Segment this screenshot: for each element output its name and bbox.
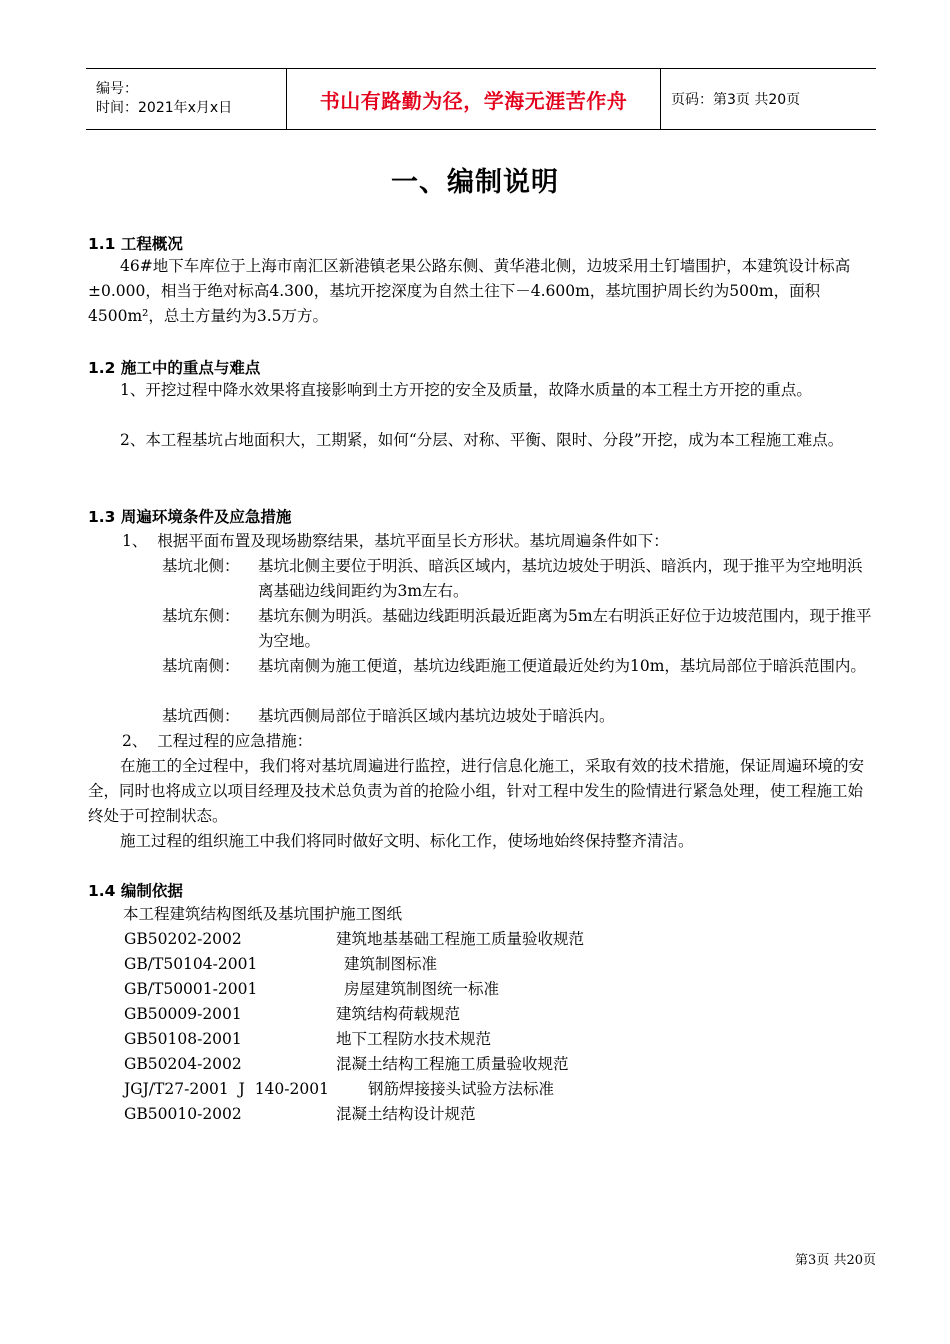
header-meta — [86, 69, 287, 129]
basis-intro: 本工程建筑结构图纸及基坑围护施工图纸 — [123, 905, 403, 923]
header-time: 时间：2021年x月x日 — [96, 100, 233, 116]
west-text: 基坑西侧局部位于暗浜区域内基坑边坡处于暗浜内。 — [258, 707, 615, 725]
header-page: 页码：第3页 共20页 — [671, 92, 801, 108]
section-1-3-item-2: 2、 工程过程的应急措施： — [122, 732, 313, 750]
south-text: 基坑南侧为施工便道，基坑边线距施工便道最近处约为10m，基坑局部位于暗浜范围内。 — [258, 657, 866, 675]
section-1-2-point-1: 1、开挖过程中降水效果将直接影响到土方开挖的安全及质量，故降水质量的本工程土方开挖的重点。 — [120, 381, 812, 399]
reference-name: 建筑制图标准 — [344, 955, 438, 973]
section-heading-1-2: 1.2 施工中的重点与难点 — [88, 359, 261, 377]
east-label: 基坑东侧： — [162, 607, 240, 625]
section-1-2-point-2: 2、本工程基坑占地面积大，工期紧，如何“分层、对称、平衡、限时、分段”开挖，成为本工程施工难点。 — [120, 431, 844, 449]
reference-name: 建筑地基基础工程施工质量验收规范 — [336, 930, 585, 948]
north-text: 基坑北侧主要位于明浜、暗浜区域内，基坑边坡处于明浜、暗浜内，现于推平为空地明浜离基础边线间距约为3m左右。 — [258, 557, 863, 600]
reference-code: GB/T50001-2001 — [124, 980, 258, 998]
reference-name: 地下工程防水技术规范 — [336, 1030, 492, 1048]
reference-code: GB50010-2002 — [124, 1105, 242, 1123]
reference-code: GB50108-2001 — [124, 1030, 242, 1048]
reference-name: 房屋建筑制图统一标准 — [344, 980, 500, 998]
header-motto: 书山有路勤为径，学海无涯苦作舟 — [319, 88, 628, 113]
reference-name: 建筑结构荷载规范 — [336, 1005, 461, 1023]
header-number: 编号： — [96, 81, 138, 97]
section-heading-1-4: 1.4 编制依据 — [88, 882, 183, 900]
west-label: 基坑西侧： — [162, 707, 240, 725]
north-label: 基坑北侧： — [162, 557, 240, 575]
east-text: 基坑东侧为明浜。基础边线距明浜最近距离为5m左右明浜正好位于边坡范围内，现于推平为空地。 — [258, 607, 872, 650]
header-motto-cell — [287, 69, 661, 129]
reference-name: 混凝土结构设计规范 — [336, 1105, 476, 1123]
section-heading-1-3: 1.3 周遍环境条件及应急措施 — [88, 508, 292, 526]
civil-paragraph: 施工过程的组织施工中我们将同时做好文明、标化工作，使场地始终保持整齐清洁。 — [120, 832, 694, 850]
emergency-paragraph: 在施工的全过程中，我们将对基坑周遍进行监控，进行信息化施工，采取有效的技术措施，保证周遍环境的安全，同时也将成立以项目经理及技术总负责为首的抢险小组，针对工程中发生的险情进行紧急处理，使工程施工始终处于可控制状态。 — [88, 757, 865, 825]
reference-code: GB/T50104-2001 — [124, 955, 258, 973]
reference-code: GB50009-2001 — [124, 1005, 242, 1023]
reference-code: JGJ/T27-2001 J 140-2001 — [124, 1080, 329, 1098]
south-label: 基坑南侧： — [162, 657, 240, 675]
page-header — [86, 68, 876, 130]
page-footer: 第3页 共20页 — [795, 1253, 876, 1268]
reference-code: GB50204-2002 — [124, 1055, 242, 1073]
reference-name: 钢筋焊接接头试验方法标准 — [368, 1080, 555, 1098]
section-heading-1-1: 1.1 工程概况 — [88, 235, 183, 253]
reference-code: GB50202-2002 — [124, 930, 242, 948]
section-1-3-item-1: 1、 根据平面布置及现场勘察结果，基坑平面呈长方形状。基坑周遍条件如下： — [122, 532, 669, 550]
section-1-1-body: 46#地下车库位于上海市南汇区新港镇老果公路东侧、黄华港北侧，边坡采用土钉墙围护，本建筑设计标高±0.000，相当于绝对标高4.300，基坑开挖深度为自然土往下－4.600m，基坑围护周长约为500m，面积4500m²，总土方量约为3.5万方。 — [88, 257, 851, 325]
document-title: 一、编制说明 — [391, 167, 559, 198]
reference-name: 混凝土结构工程施工质量验收规范 — [336, 1055, 569, 1073]
